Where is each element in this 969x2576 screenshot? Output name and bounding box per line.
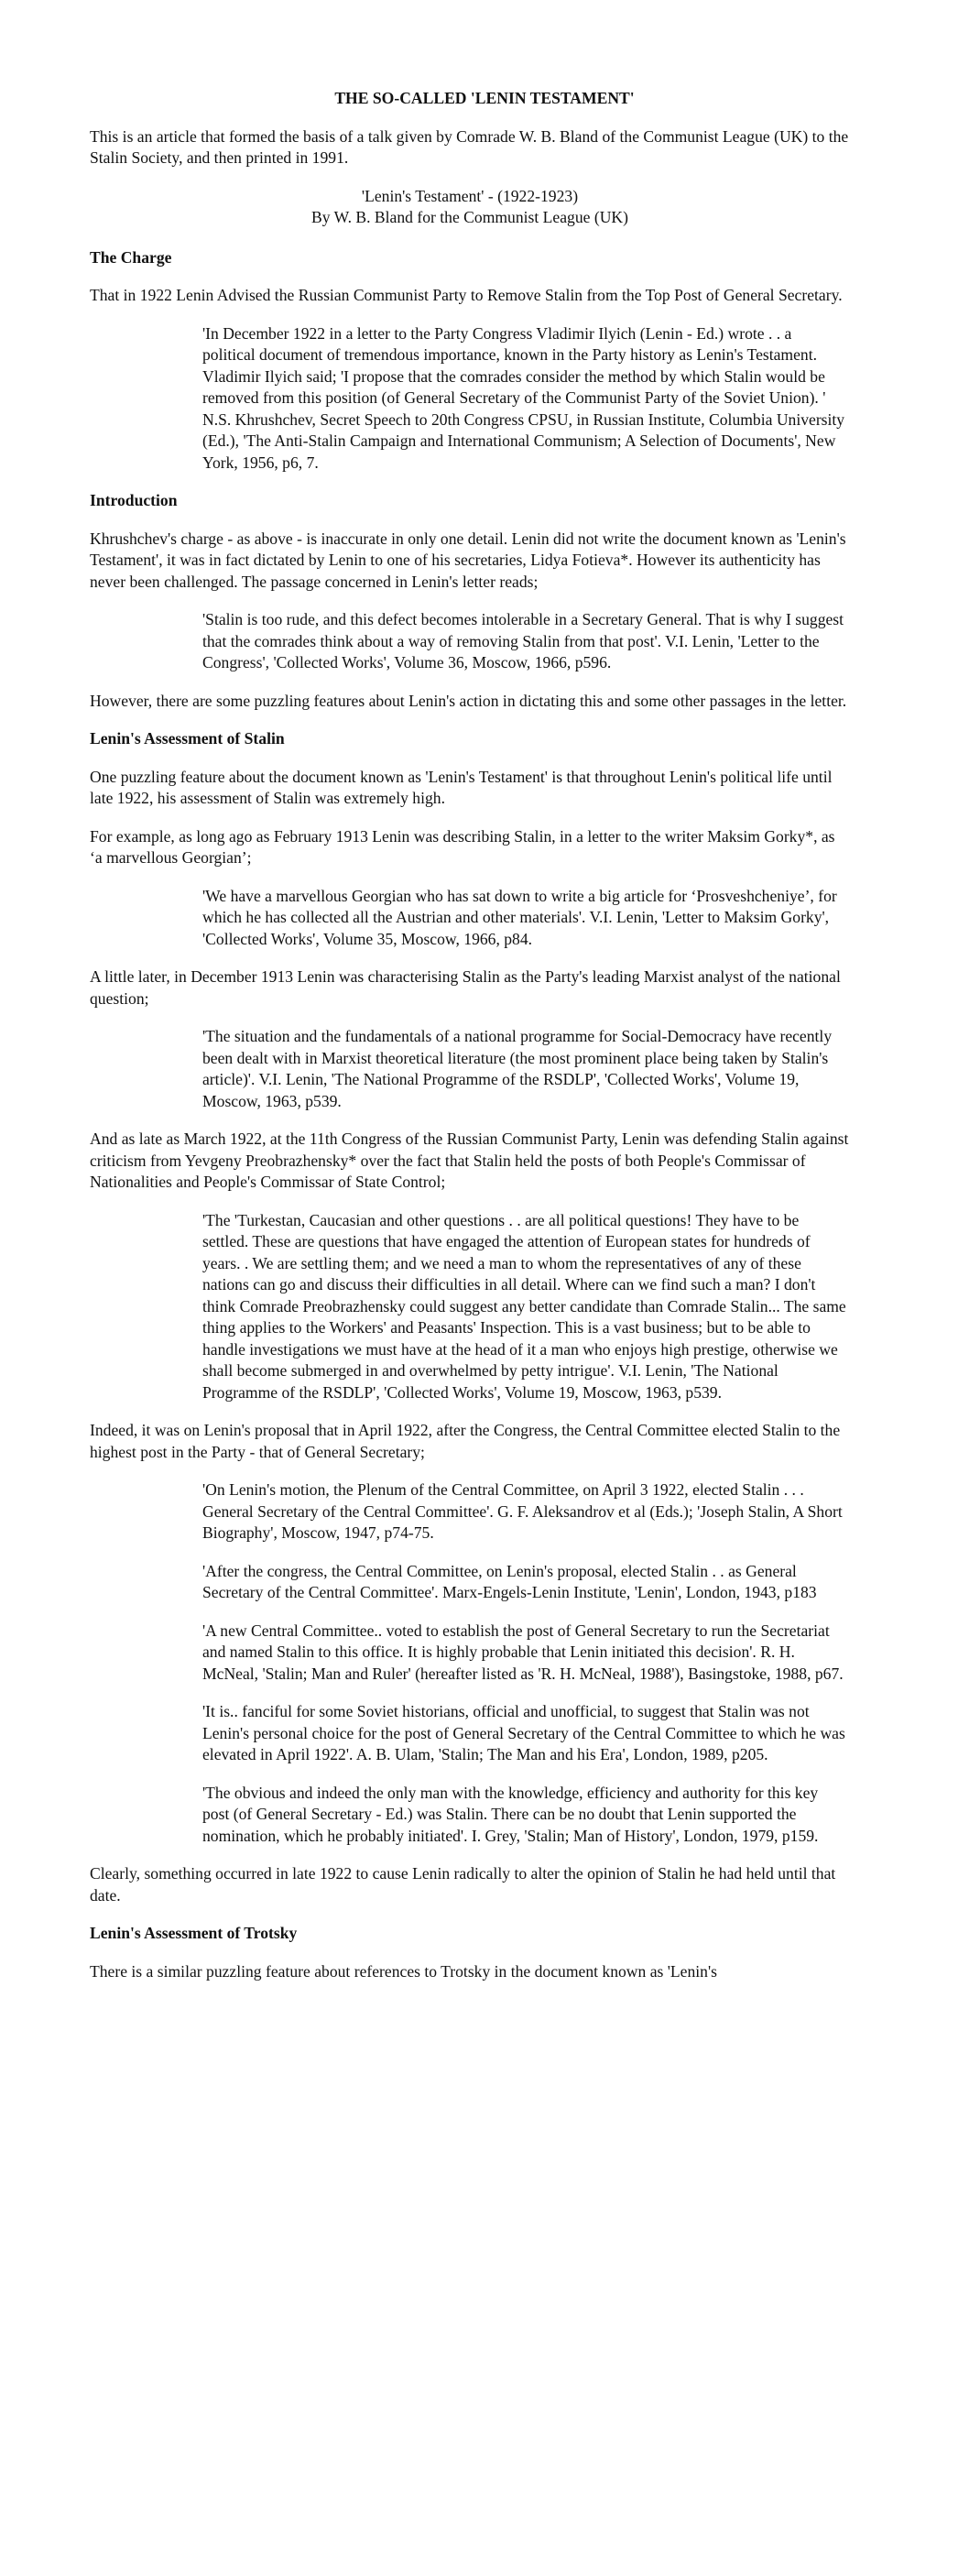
stalin-paragraph-1: One puzzling feature about the document known as 'Lenin's Testament' is that throughout Lenin's political life until late 1922, his assessment of Stalin was extremely high. [90, 767, 833, 807]
stalin-paragraph-3: A little later, in December 1913 Lenin was characterising Stalin as the Party's leading Marxist analyst of the national question; [90, 967, 841, 1008]
subtitle-block [90, 186, 850, 229]
stalin-quote-4: 'On Lenin's motion, the Plenum of the Central Committee, on April 3 1922, elected Stalin . . . General Secretary of the Central Committee'. G. F. Aleksandrov et al (Eds.); 'Joseph Stalin, A Short Biography', Moscow, 1947, p74-75. [202, 1480, 843, 1542]
charge-paragraph: That in 1922 Lenin Advised the Russian Communist Party to Remove Stalin from the Top Post of General Secretary. [90, 286, 843, 304]
document-title: THE SO-CALLED 'LENIN TESTAMENT' [334, 89, 635, 107]
introduction-paragraph-2: However, there are some puzzling features about Lenin's action in dictating this and some other passages in the letter. [90, 691, 847, 710]
heading-assessment-trotsky: Lenin's Assessment of Trotsky [90, 1924, 298, 1942]
heading-assessment-stalin: Lenin's Assessment of Stalin [90, 729, 285, 748]
introduction-paragraph-1: Khrushchev's charge - as above - is inaccurate in only one detail. Lenin did not write the document known as 'Lenin's Testament', it was in fact dictated by Lenin to one of his secretaries, Lidya Fotieva*. However its authenticity has never been challenged. The passage concerned in Lenin's letter reads; [90, 529, 846, 591]
stalin-quote-2: 'The situation and the fundamentals of a national programme for Social-Democracy have recently been dealt with in Marxist theoretical literature (the most prominent place being taken by Stalin's article)'. V.I. Lenin, 'The National Programme of the RSDLP', 'Collected Works', Volume 19, Moscow, 1963, p539. [202, 1027, 833, 1110]
stalin-quote-6: 'A new Central Committee.. voted to establish the post of General Secretary to run the Secretariat and named Stalin to this office. It is highly probable that Lenin initiated this decision'. R. H. McNeal, 'Stalin; Man and Ruler' (hereafter listed as 'R. H. McNeal, 1988'), Basingstoke, 1988, p67. [202, 1621, 844, 1683]
heading-introduction: Introduction [90, 491, 178, 509]
stalin-quote-8: 'The obvious and indeed the only man with the knowledge, efficiency and authority for this key post (of General Secretary - Ed.) was Stalin. There can be no doubt that Lenin supported the nomination, which he probably initiated'. I. Grey, 'Stalin; Man of History', London, 1979, p159. [202, 1783, 819, 1845]
stalin-quote-3: 'The 'Turkestan, Caucasian and other questions . . are all political questions! They have to be settled. These are questions that have engaged the attention of European states for hundreds of years. . We are settling them; and we need a man to whom the representatives of any of these nations can go and discuss their difficulties in all detail. Where can we find such a man? I don't think Comrade Preobrazhensky could suggest any better candidate than Comrade Stalin... The same thing applies to the Workers' and Peasants' Inspection. This is a vast business; but to be able to handle investigations we must have at the head of it a man who enjoys high prestige, otherwise we shall become submerged in and overwhelmed by petty intrigue'. V.I. Lenin, 'The National Programme of the RSDLP', 'Collected Works', Volume 19, Moscow, 1963, p539. [202, 1210, 846, 1402]
subtitle-line-1: 'Lenin's Testament' - (1922-1923) [361, 186, 579, 205]
stalin-paragraph-6: Clearly, something occurred in late 1922 to cause Lenin radically to alter the opinion of Stalin he had held until that date. [90, 1864, 836, 1905]
subtitle-line-2: By W. B. Bland for the Communist League (UK) [311, 208, 628, 226]
stalin-quote-5: 'After the congress, the Central Committee, on Lenin's proposal, elected Stalin . . as General Secretary of the Central Committee'. Marx-Engels-Lenin Institute, 'Lenin', London, 1943, p183 [202, 1561, 817, 1601]
charge-quote: 'In December 1922 in a letter to the Party Congress Vladimir Ilyich (Lenin - Ed.) wrote . . a political document of tremendous importance, known in the Party history as Lenin's Testament. Vladimir Ilyich said; 'I propose that the comrades consider the method by which Stalin would be removed from this position (of General Secretary of the Communist Party of the Soviet Union). ' N.S. Khrushchev, Secret Speech to 20th Congress CPSU, in Russian Institute, Columbia University (Ed.), 'The Anti-Stalin Campaign and International Communism; A Selection of Documents', New York, 1956, p6, 7. [202, 323, 845, 472]
heading-charge: The Charge [90, 247, 172, 267]
stalin-quote-7: 'It is.. fanciful for some Soviet historians, official and unofficial, to suggest that Stalin was not Lenin's personal choice for the post of General Secretary of the Central Committee to which he was elevated in April 1922'. A. B. Ulam, 'Stalin; The Man and his Era', London, 1989, p205. [202, 1702, 845, 1763]
stalin-quote-1: 'We have a marvellous Georgian who has sat down to write a big article for ‘Prosveshcheniye’, for which he has collected all the Austrian and other materials'. V.I. Lenin, 'Letter to Maksim Gorky', 'Collected Works', Volume 35, Moscow, 1966, p84. [202, 886, 837, 948]
stalin-paragraph-5: Indeed, it was on Lenin's proposal that in April 1922, after the Congress, the Central Committee elected Stalin to the highest post in the Party - that of General Secretary; [90, 1421, 841, 1461]
stalin-paragraph-4: And as late as March 1922, at the 11th Congress of the Russian Communist Party, Lenin was defending Stalin against criticism from Yevgeny Preobrazhensky* over the fact that Stalin held the posts of both People's Commissar of Nationalities and People's Commissar of State Control; [90, 1130, 849, 1191]
introduction-quote: 'Stalin is too rude, and this defect becomes intolerable in a Secretary General. That is why I suggest that the comrades think about a way of removing Stalin from that post'. V.I. Lenin, 'Letter to the Congress', 'Collected Works', Volume 36, Moscow, 1966, p596. [202, 610, 844, 671]
intro-paragraph: This is an article that formed the basis of a talk given by Comrade W. B. Bland of the Communist League (UK) to the Stalin Society, and then printed in 1991. [90, 126, 849, 167]
trotsky-paragraph-1: There is a similar puzzling feature about references to Trotsky in the document known as 'Lenin's [90, 1961, 717, 1981]
stalin-paragraph-2: For example, as long ago as February 1913 Lenin was describing Stalin, in a letter to the writer Maksim Gorky*, as ‘a marvellous Georgian’; [90, 826, 835, 867]
